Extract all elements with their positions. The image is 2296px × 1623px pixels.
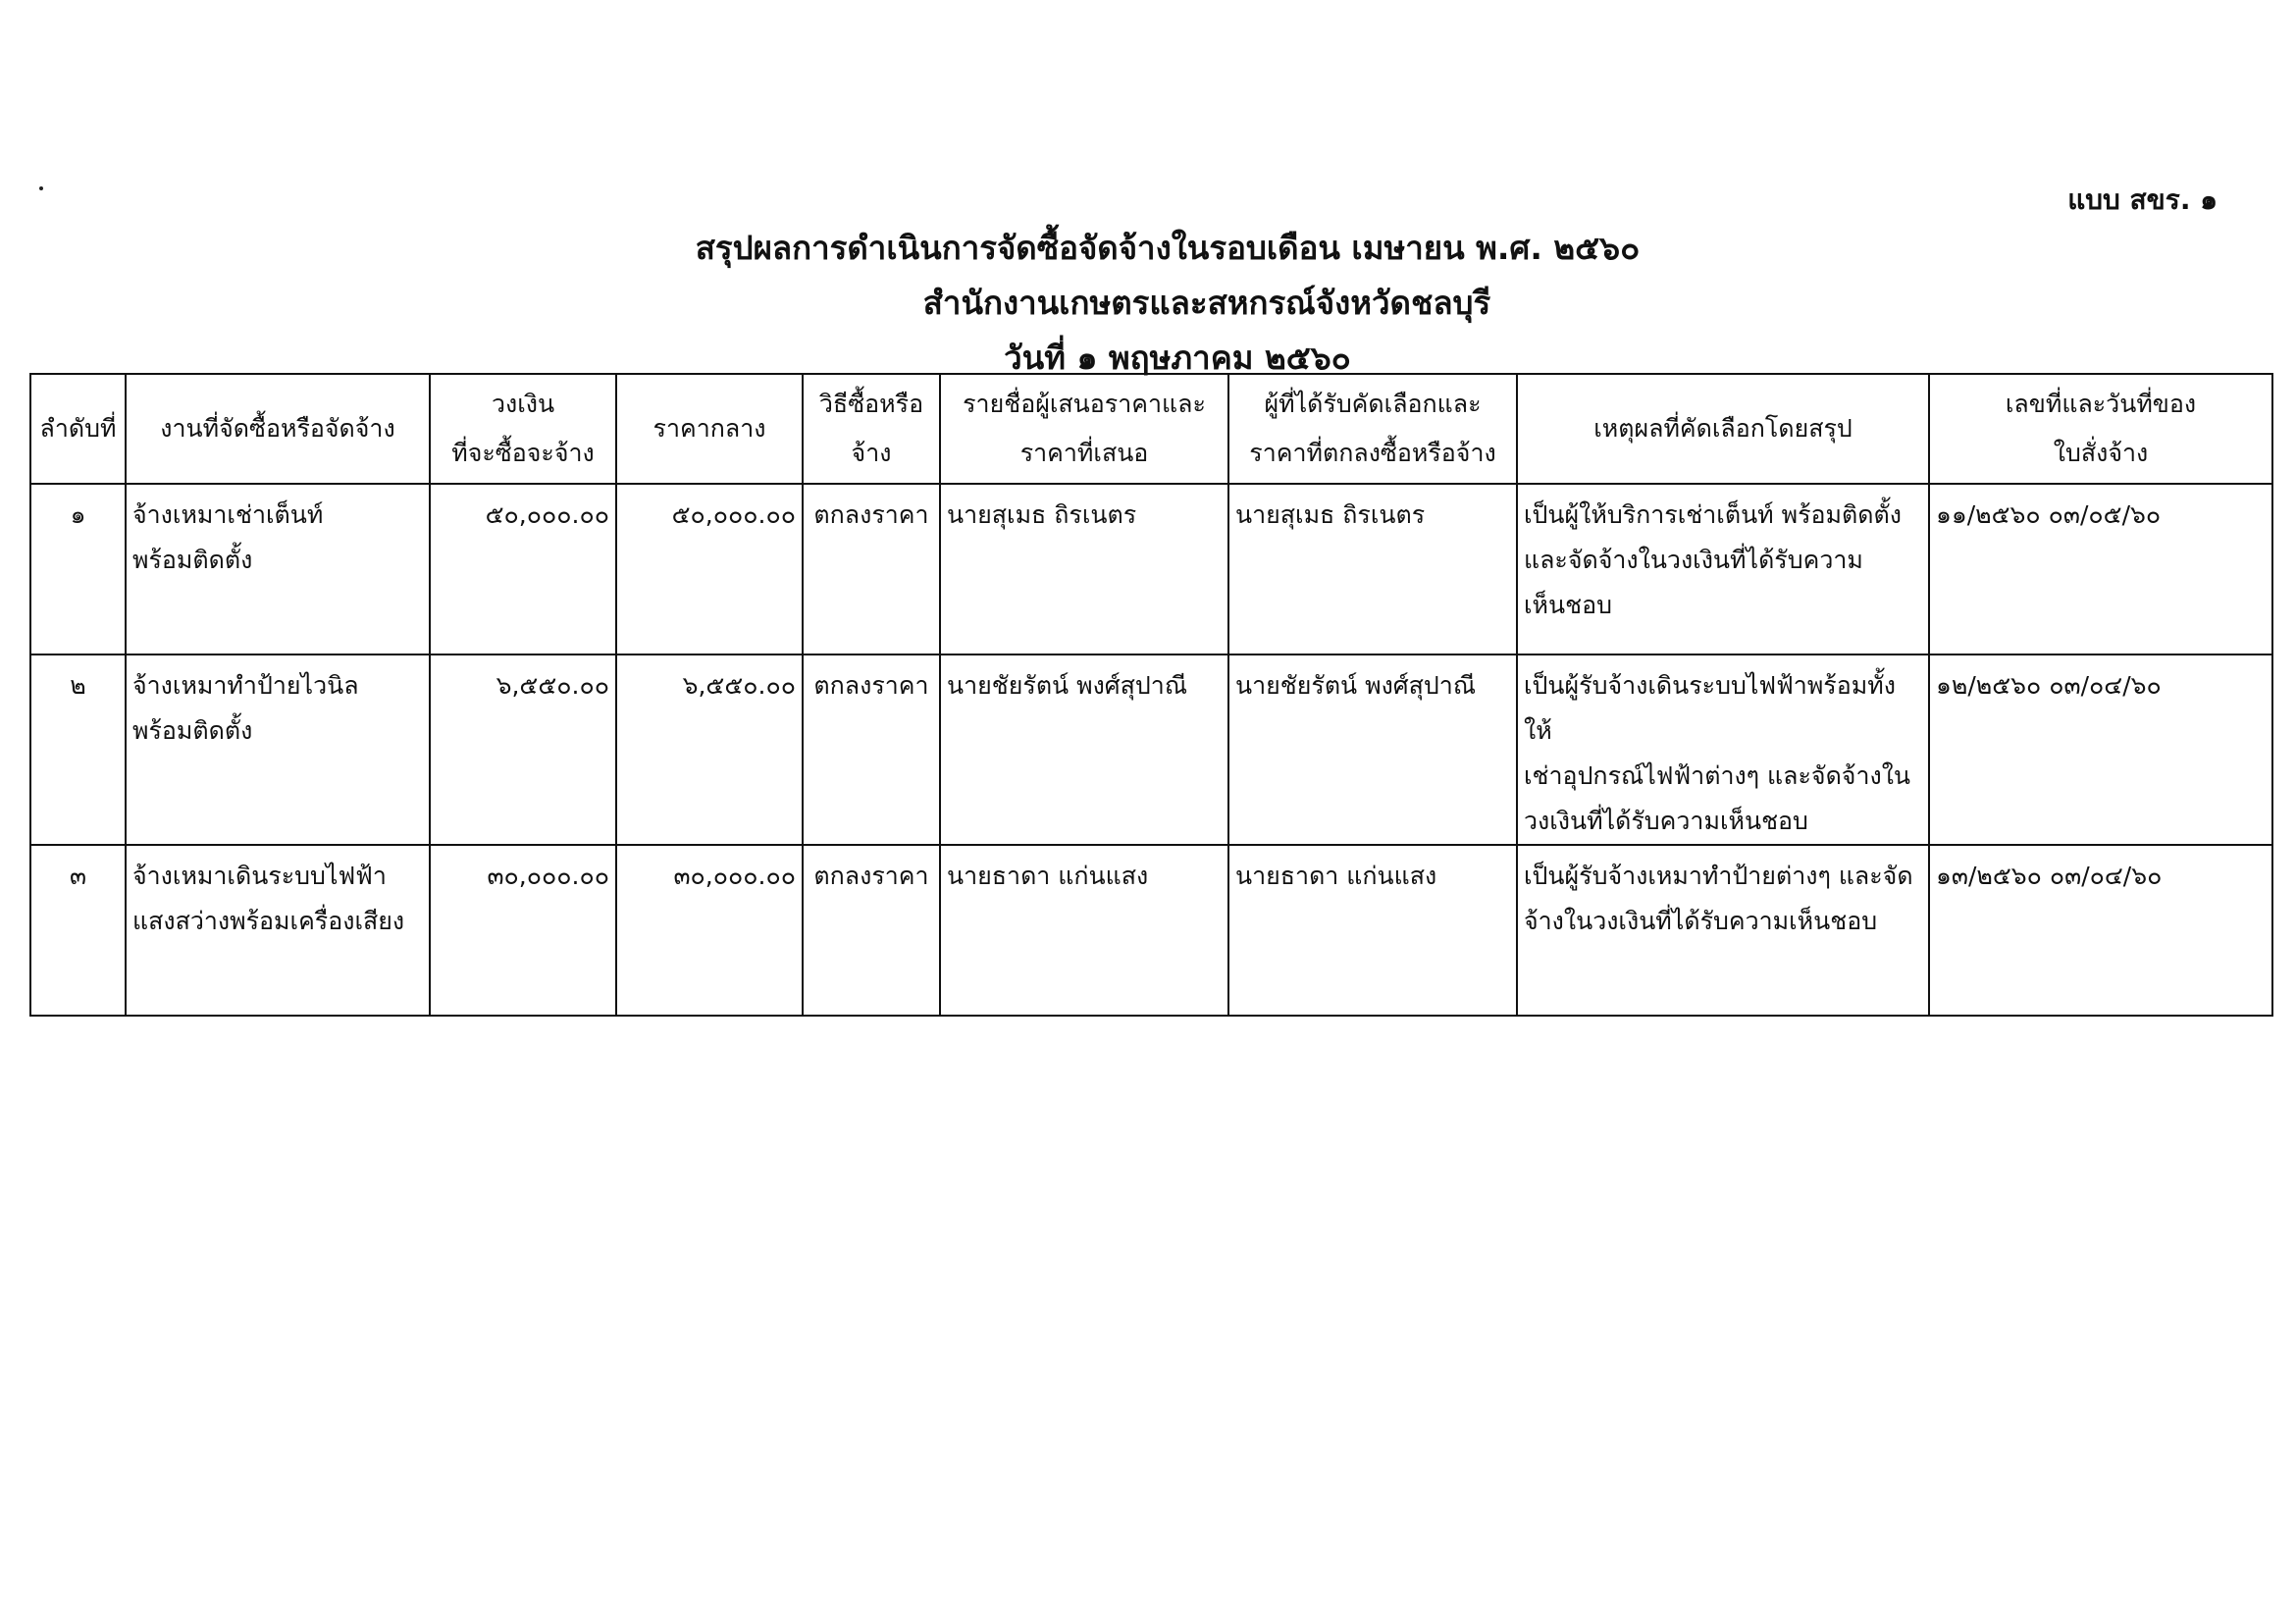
header-order-no: เลขที่และวันที่ของ ใบสั่งจ้าง xyxy=(1929,374,2272,484)
cell-reason: เป็นผู้รับจ้างเดินระบบไฟฟ้าพร้อมทั้งให้ เช่าอุปกรณ์ไฟฟ้าต่างๆ และจัดจ้างใน วงเงินที่ได้รับความเห็นชอบ xyxy=(1517,654,1929,845)
cell-budget: ๖,๕๕๐.๐๐ xyxy=(430,654,616,845)
cell-bidder: นายชัยรัตน์ พงศ์สุปาณี xyxy=(940,654,1228,845)
cell-no: ๒ xyxy=(30,654,126,845)
document-title: สรุปผลการดำเนินการจัดซื้อจัดจ้างในรอบเดือน เมษายน พ.ศ. ๒๕๖๐ xyxy=(695,229,1641,267)
cell-no: ๑ xyxy=(30,484,126,654)
cell-method: ตกลงราคา xyxy=(803,654,940,845)
cell-no: ๓ xyxy=(30,845,126,1016)
table-row xyxy=(30,484,2272,654)
header-bidders: รายชื่อผู้เสนอราคาและ ราคาที่เสนอ xyxy=(940,374,1228,484)
table-header-row xyxy=(30,374,2272,484)
header-method: วิธีซื้อหรือ จ้าง xyxy=(803,374,940,484)
cell-selected: นายธาดา แก่นแสง xyxy=(1228,845,1517,1016)
header-reason: เหตุผลที่คัดเลือกโดยสรุป xyxy=(1517,374,1929,484)
cell-method: ตกลงราคา xyxy=(803,845,940,1016)
header-no: ลำดับที่ xyxy=(30,374,126,484)
header-selected: ผู้ที่ได้รับคัดเลือกและ ราคาที่ตกลงซื้อหรือจ้าง xyxy=(1228,374,1517,484)
cell-order-no: ๑๒/๒๕๖๐ ๐๓/๐๔/๖๐ xyxy=(1929,654,2272,845)
header-budget: วงเงิน ที่จะซื้อจะจ้าง xyxy=(430,374,616,484)
stray-mark xyxy=(39,186,43,190)
cell-reason: เป็นผู้ให้บริการเช่าเต็นท์ พร้อมติดตั้ง และจัดจ้างในวงเงินที่ได้รับความ เห็นชอบ xyxy=(1517,484,1929,654)
cell-order-no: ๑๑/๒๕๖๐ ๐๓/๐๕/๖๐ xyxy=(1929,484,2272,654)
cell-item: จ้างเหมาเดินระบบไฟฟ้า แสงสว่างพร้อมเครื่องเสียง xyxy=(126,845,430,1016)
cell-median-price: ๕๐,๐๐๐.๐๐ xyxy=(616,484,803,654)
cell-order-no: ๑๓/๒๕๖๐ ๐๓/๐๔/๖๐ xyxy=(1929,845,2272,1016)
document-date: วันที่ ๑ พฤษภาคม ๒๕๖๐ xyxy=(1004,339,1351,377)
header-median-price: ราคากลาง xyxy=(616,374,803,484)
cell-reason: เป็นผู้รับจ้างเหมาทำป้ายต่างๆ และจัด จ้างในวงเงินที่ได้รับความเห็นชอบ xyxy=(1517,845,1929,1016)
form-code: แบบ สขร. ๑ xyxy=(2067,183,2218,216)
cell-selected: นายชัยรัตน์ พงศ์สุปาณี xyxy=(1228,654,1517,845)
table-row xyxy=(30,654,2272,845)
header-item: งานที่จัดซื้อหรือจัดจ้าง xyxy=(126,374,430,484)
cell-median-price: ๓๐,๐๐๐.๐๐ xyxy=(616,845,803,1016)
cell-selected: นายสุเมธ ถิรเนตร xyxy=(1228,484,1517,654)
cell-method: ตกลงราคา xyxy=(803,484,940,654)
organization-name: สำนักงานเกษตรและสหกรณ์จังหวัดชลบุรี xyxy=(922,284,1491,322)
cell-item: จ้างเหมาเช่าเต็นท์ พร้อมติดตั้ง xyxy=(126,484,430,654)
cell-budget: ๕๐,๐๐๐.๐๐ xyxy=(430,484,616,654)
cell-bidder: นายธาดา แก่นแสง xyxy=(940,845,1228,1016)
procurement-table xyxy=(29,373,2273,1017)
table-row xyxy=(30,845,2272,1016)
cell-budget: ๓๐,๐๐๐.๐๐ xyxy=(430,845,616,1016)
cell-bidder: นายสุเมธ ถิรเนตร xyxy=(940,484,1228,654)
cell-item: จ้างเหมาทำป้ายไวนิล พร้อมติดตั้ง xyxy=(126,654,430,845)
cell-median-price: ๖,๕๕๐.๐๐ xyxy=(616,654,803,845)
